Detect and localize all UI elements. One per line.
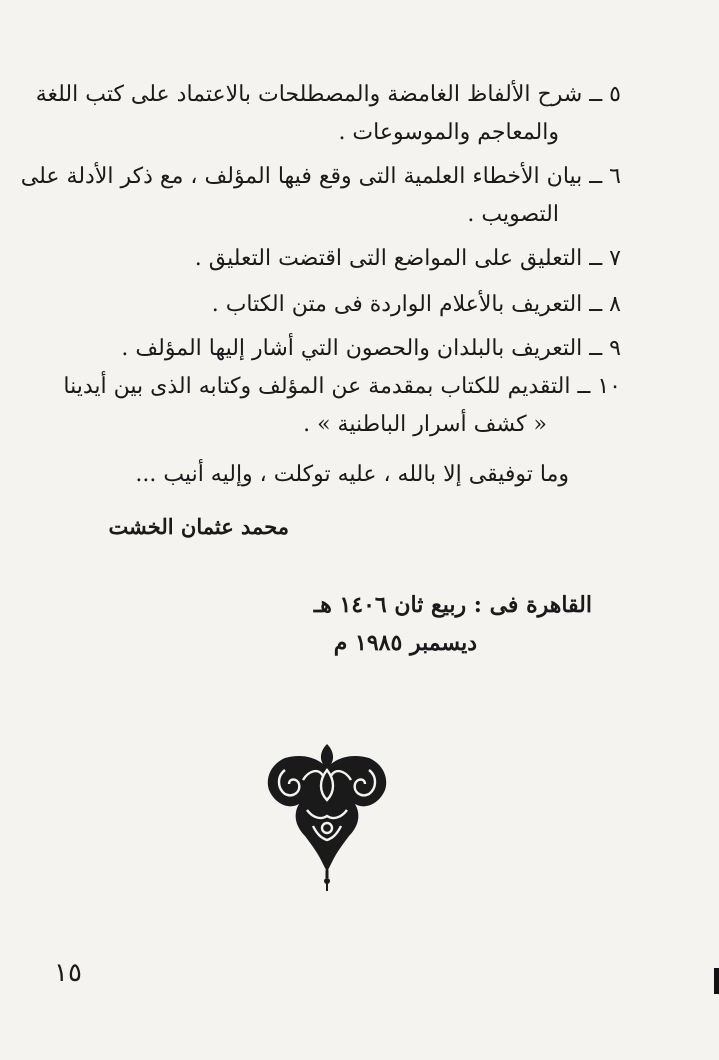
list-item-continuation: التصويب . [467,202,559,227]
list-item-continuation: « كشف أسرار الباطنية » . [303,412,547,437]
list-item-text: ــ التعريف بالبلدان والحصون التي أشار إليها المؤلف . [121,336,603,361]
list-item-text: ــ التعريف بالأعلام الواردة فى متن الكتاب . [211,292,603,317]
date-gregorian: ديسمبر ١٩٨٥ م [333,630,477,656]
page-edge-mark [714,968,719,994]
list-item-6-line2 [467,200,559,230]
list-item-5-line1 [35,80,621,110]
list-item-7 [195,244,621,274]
list-item-continuation: والمعاجم والموسوعات . [338,120,559,145]
list-item-number: ٨ [609,292,621,317]
list-item-number: ٥ [609,82,621,107]
page-number: ١٥ [54,958,82,988]
list-item-10-line2 [303,410,547,440]
list-item-9 [121,334,621,364]
list-item-text: ــ بيان الأخطاء العلمية التى وقع فيها المؤلف ، مع ذكر الأدلة على [20,164,603,189]
arabesque-ornament-icon [263,740,391,892]
list-item-number: ٩ [609,336,621,361]
closing-sentence: وما توفيقى إلا بالله ، عليه توكلت ، وإليه أنيب ... [135,462,569,487]
list-item-text: ــ شرح الألفاظ الغامضة والمصطلحات بالاعتماد على كتب اللغة [35,82,603,107]
list-item-6-line1 [20,162,621,192]
list-item-text: ــ التعليق على المواضع التى اقتضت التعليق . [194,246,603,271]
list-item-number: ١٠ [597,374,621,399]
list-item-8 [212,290,621,320]
list-item-10-line1 [63,372,621,402]
list-item-text: ــ التقديم للكتاب بمقدمة عن المؤلف وكتابه الذى بين أيدينا [63,374,591,399]
author-signature: محمد عثمان الخشت [108,514,289,539]
list-item-number: ٦ [609,164,621,189]
list-item-number: ٧ [609,246,621,271]
list-item-5-line2 [338,118,559,148]
date-hijri: القاهرة فى : ربيع ثان ١٤٠٦ هـ [313,592,592,618]
